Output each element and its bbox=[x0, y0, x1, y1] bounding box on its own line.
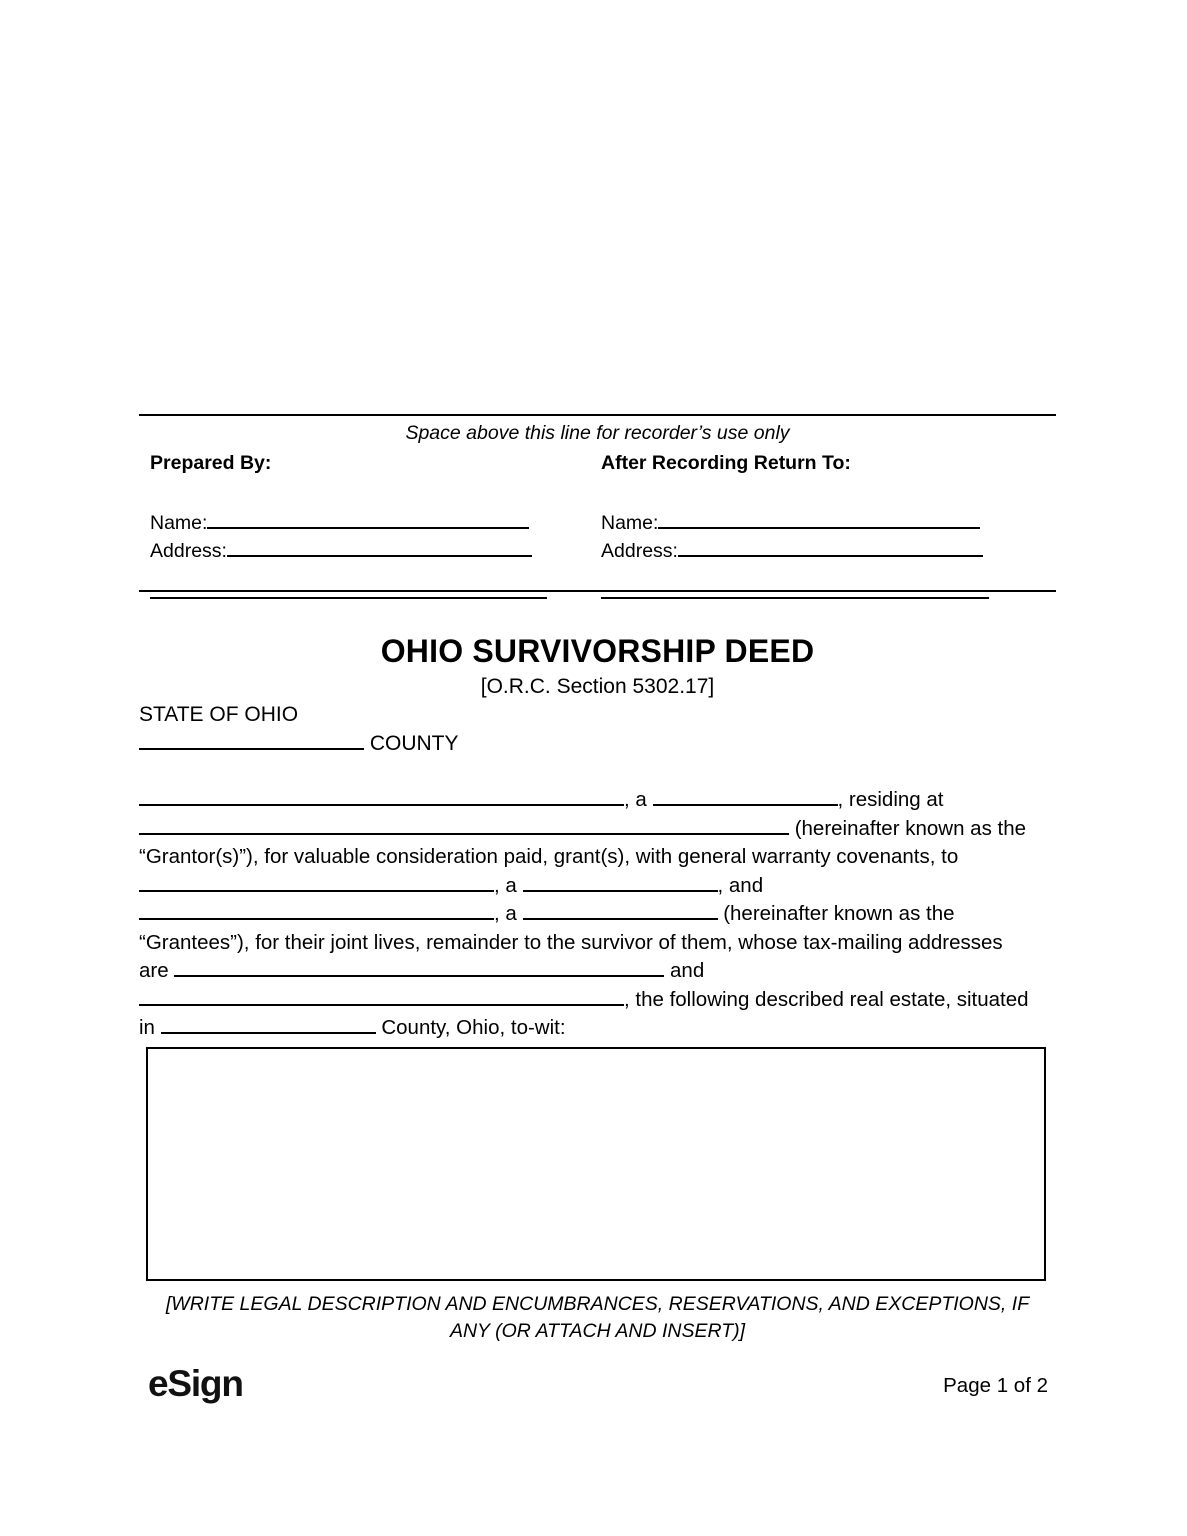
prepared-by-address-input[interactable] bbox=[227, 538, 532, 557]
body-line-9 bbox=[139, 1014, 1054, 1043]
body-line-1 bbox=[139, 786, 1054, 815]
grantor-name-input[interactable] bbox=[139, 787, 624, 806]
body-line-4-text-b: , and bbox=[717, 873, 764, 897]
body-line-7 bbox=[139, 957, 1054, 986]
body-line-5-text-b: (hereinafter known as the bbox=[717, 902, 955, 925]
body-line-8-text: , the following described real estate, situated bbox=[624, 987, 1029, 1011]
county-label: COUNTY bbox=[364, 732, 459, 755]
body-line-5 bbox=[139, 900, 1054, 929]
header-rule-bottom bbox=[139, 590, 1056, 592]
prepared-by-heading: Prepared By: bbox=[150, 452, 272, 474]
return-to-name-row bbox=[601, 510, 1031, 538]
grantee-1-tax-address-input[interactable] bbox=[174, 958, 664, 977]
return-to-address-label: Address: bbox=[601, 540, 678, 562]
county-input[interactable] bbox=[139, 731, 364, 750]
return-to-block bbox=[601, 450, 1031, 594]
prepared-by-address-row bbox=[150, 538, 570, 566]
body-line-9-text-b: County, Ohio, to-wit: bbox=[375, 1016, 566, 1039]
property-county-input[interactable] bbox=[161, 1015, 376, 1034]
prepared-by-address-label: Address: bbox=[150, 540, 227, 562]
county-row bbox=[139, 731, 459, 756]
return-to-address-input[interactable] bbox=[678, 538, 983, 557]
prepared-by-name-row bbox=[150, 510, 570, 538]
recorder-use-note: Space above this line for recorder’s use only bbox=[405, 422, 790, 444]
body-line-5-text-a: , a bbox=[494, 902, 523, 925]
legal-caption-line-2: ANY (OR ATTACH AND INSERT)] bbox=[449, 1320, 746, 1342]
body-line-9-text-a: in bbox=[139, 1016, 161, 1039]
deed-body-paragraph bbox=[139, 786, 1054, 1043]
esign-logo: eSign bbox=[148, 1363, 243, 1404]
state-label: STATE OF OHIO bbox=[139, 703, 299, 726]
body-line-2 bbox=[139, 815, 1054, 844]
return-to-name-label: Name: bbox=[601, 512, 659, 534]
grantor-address-input[interactable] bbox=[139, 816, 789, 835]
prepared-by-name-label: Name: bbox=[150, 512, 208, 534]
page-title: OHIO SURVIVORSHIP DEED bbox=[380, 633, 815, 669]
body-line-1-text-a: , a bbox=[624, 788, 653, 811]
return-to-address-row bbox=[601, 538, 1031, 566]
header-rule-top bbox=[139, 414, 1056, 416]
grantee-1-entity-type-input[interactable] bbox=[523, 873, 718, 892]
statute-citation: [O.R.C. Section 5302.17] bbox=[480, 675, 715, 698]
legal-description-caption bbox=[139, 1291, 1056, 1345]
legal-caption-line-1: [WRITE LEGAL DESCRIPTION AND ENCUMBRANCES, RESERVATIONS, AND EXCEPTIONS, IF bbox=[165, 1293, 1030, 1315]
grantee-1-name-input[interactable] bbox=[139, 873, 494, 892]
body-line-7-text-a: are bbox=[139, 959, 175, 982]
body-line-4 bbox=[139, 872, 1054, 901]
grantor-entity-type-input[interactable] bbox=[653, 787, 838, 806]
body-line-7-text-b: and bbox=[664, 959, 705, 982]
body-line-2-text: (hereinafter known as the bbox=[789, 816, 1027, 840]
return-to-heading: After Recording Return To: bbox=[601, 452, 851, 474]
body-line-4-text-a: , a bbox=[494, 873, 523, 897]
legal-description-box[interactable] bbox=[146, 1047, 1046, 1281]
body-line-6: “Grantees”), for their joint lives, remainder to the survivor of them, whose tax-mailing addresses bbox=[139, 930, 1003, 954]
grantee-2-name-input[interactable] bbox=[139, 901, 494, 920]
page-number: Page 1 of 2 bbox=[943, 1374, 1048, 1397]
prepared-by-name-input[interactable] bbox=[207, 510, 529, 529]
prepared-by-block bbox=[150, 450, 570, 594]
return-to-name-input[interactable] bbox=[658, 510, 980, 529]
body-line-8 bbox=[139, 986, 1054, 1015]
grantee-2-entity-type-input[interactable] bbox=[523, 901, 718, 920]
grantee-2-tax-address-input[interactable] bbox=[139, 987, 624, 1006]
body-line-3: “Grantor(s)”), for valuable consideration paid, grant(s), with general warranty covenants, to bbox=[139, 845, 959, 868]
body-line-1-text-b: , residing at bbox=[837, 788, 944, 811]
